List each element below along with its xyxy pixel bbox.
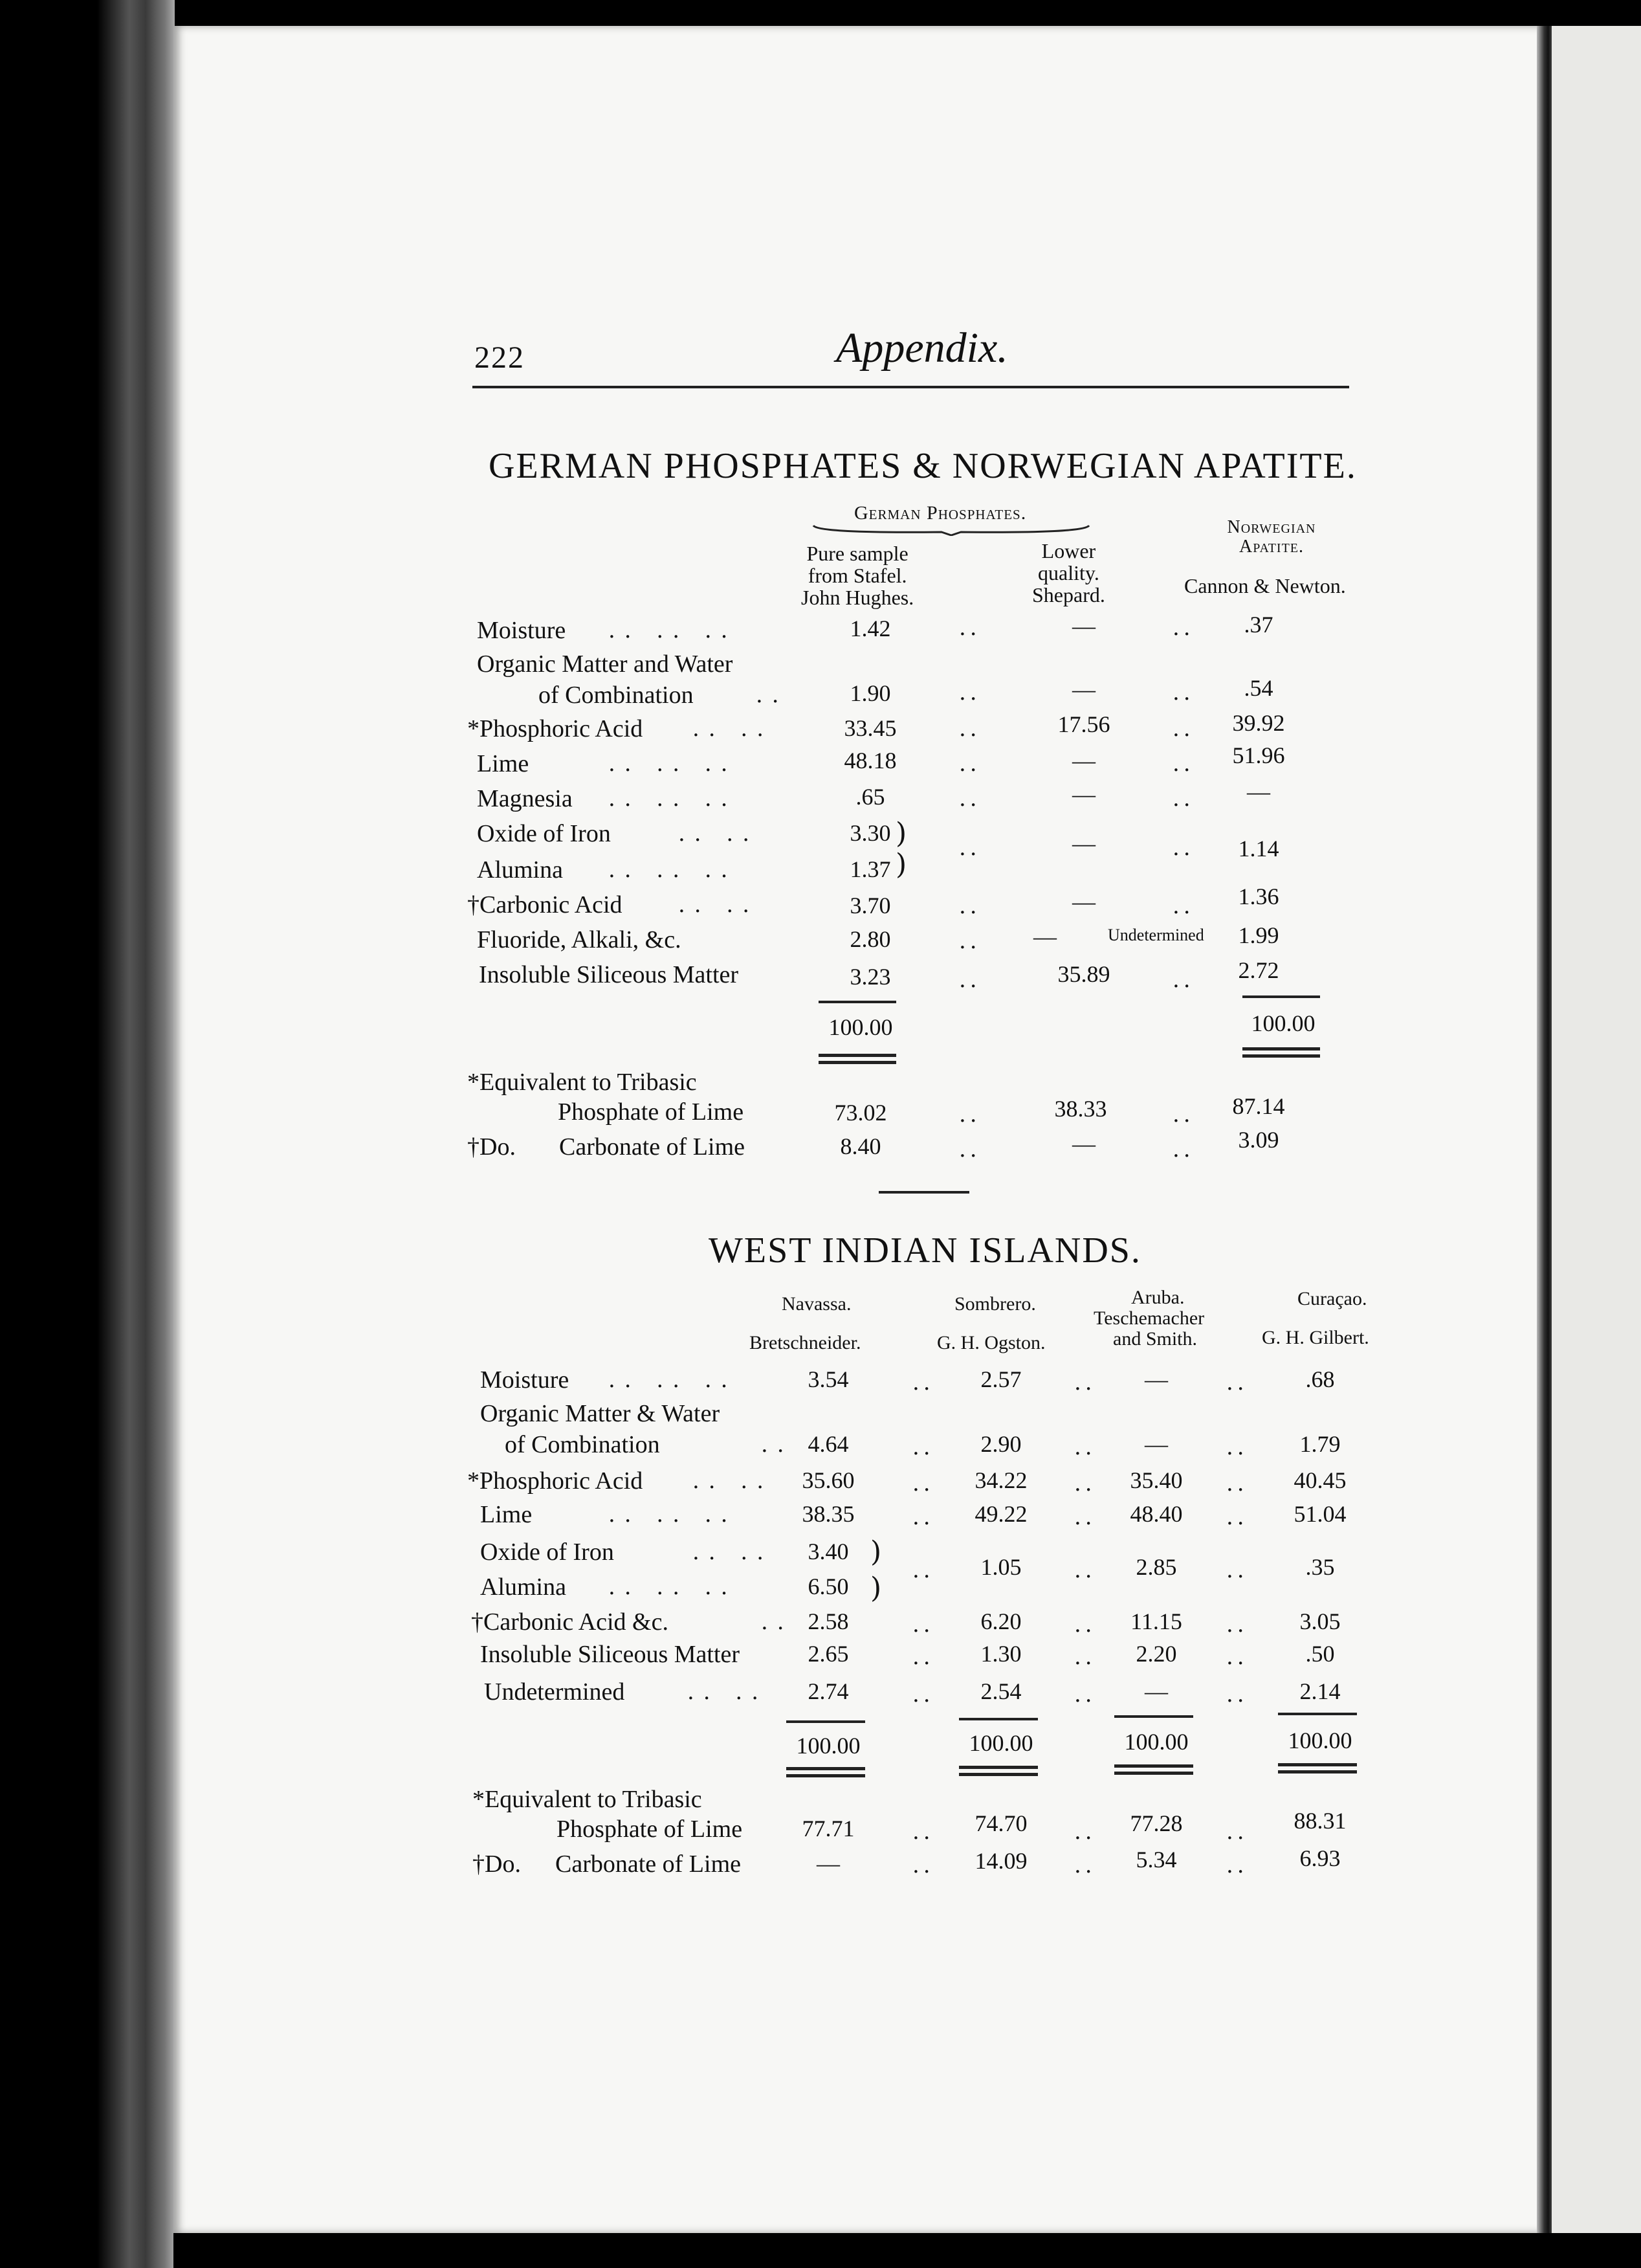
sum-rule <box>786 1720 865 1723</box>
wi-value: — <box>1145 1366 1168 1392</box>
do-label: †Do. <box>467 1133 516 1161</box>
bracket-mark: ) <box>870 1535 882 1568</box>
sep-dots: .. <box>959 928 981 954</box>
sep-dots: .. <box>1226 1682 1248 1707</box>
german-c1: .65 <box>855 784 885 810</box>
german-c3: 51.96 <box>1232 742 1285 768</box>
group-brace <box>812 524 1090 536</box>
wi-equiv-value: 74.70 <box>975 1810 1028 1836</box>
page-number: 222 <box>474 340 525 375</box>
row-label: Oxide of Iron <box>480 1539 614 1566</box>
sep-dots: .. <box>912 1612 934 1638</box>
wi-value: .68 <box>1305 1366 1335 1392</box>
row-label: Insoluble Siliceous Matter <box>480 1641 740 1668</box>
sombrero-analyst: G. H. Ogston. <box>937 1332 1046 1353</box>
sep-dots: .. <box>959 751 981 777</box>
col2-line1: Lower <box>1041 539 1096 562</box>
wi-value: 1.79 <box>1299 1431 1341 1457</box>
row-label-cont: of Combination <box>505 1431 660 1458</box>
sep-dots: .. <box>912 1471 934 1496</box>
col1-line2: from Stafel. <box>808 564 907 587</box>
wi-value: 38.35 <box>802 1501 855 1527</box>
sep-dots: .. <box>1173 1102 1195 1128</box>
wi-value: 2.58 <box>808 1608 849 1634</box>
sep-dots: .. <box>912 1852 934 1878</box>
sep-dots: .. <box>959 967 981 993</box>
wi-total: 100.00 <box>1288 1728 1352 1753</box>
sep-dots: .. <box>1173 1137 1195 1162</box>
sep-dots: .. <box>1074 1370 1096 1395</box>
german-c2: — <box>1072 830 1096 856</box>
equiv-label-cont: Phosphate of Lime <box>558 1098 744 1126</box>
sum-rule <box>959 1718 1038 1720</box>
sombrero-place: Sombrero. <box>954 1293 1036 1315</box>
wi-value: 2.57 <box>980 1366 1022 1392</box>
sep-dots: .. <box>1173 680 1195 706</box>
row-label: *Phosphoric Acid <box>467 715 643 742</box>
wi-value: 1.05 <box>980 1554 1022 1580</box>
wi-do-value: 14.09 <box>975 1848 1028 1874</box>
row-label: Organic Matter and Water <box>477 650 733 678</box>
sep-dots: .. <box>959 786 981 812</box>
curacao-place: Curaçao. <box>1297 1288 1367 1309</box>
col1-line1: Pure sample <box>806 542 909 565</box>
total-double-rule <box>1242 1047 1320 1058</box>
wi-value: 11.15 <box>1130 1608 1182 1634</box>
sep-dots: .. <box>1173 751 1195 777</box>
leader-dots: .. .. .. <box>608 1367 737 1393</box>
sep-dots: .. <box>959 1102 981 1128</box>
curacao-analyst: G. H. Gilbert. <box>1262 1327 1369 1348</box>
wi-value: 6.20 <box>980 1608 1022 1634</box>
leader-dots: .. .. <box>678 892 759 918</box>
col2-line3: Shepard. <box>1032 583 1105 606</box>
leader-dots: .. .. .. <box>608 751 737 777</box>
sep-dots: .. <box>912 1370 934 1395</box>
german-c2: 17.56 <box>1057 711 1110 737</box>
running-head: Appendix. <box>836 324 1008 372</box>
sep-dots: .. <box>959 835 981 861</box>
norwegian-label: Norwegian Apatite. <box>1227 517 1316 557</box>
wi-equiv-value: 77.28 <box>1130 1810 1183 1836</box>
row-label: †Carbonic Acid <box>467 891 622 918</box>
leader-dots: .. .. <box>692 1539 773 1565</box>
row-label: Lime <box>480 1501 533 1528</box>
row-label: *Phosphoric Acid <box>467 1467 643 1495</box>
facing-page-edge <box>1552 26 1641 2233</box>
german-equiv-c1: 73.02 <box>834 1100 887 1126</box>
sep-dots: .. <box>1226 1370 1248 1395</box>
sep-dots: .. <box>1074 1612 1096 1638</box>
west-indian-title: WEST INDIAN ISLANDS. <box>709 1230 1141 1271</box>
wi-value: .35 <box>1305 1554 1335 1580</box>
sep-dots: .. <box>912 1819 934 1845</box>
german-do-c3: 3.09 <box>1238 1127 1279 1153</box>
sep-dots: .. <box>959 615 981 641</box>
row-label: Fluoride, Alkali, &c. <box>477 926 681 953</box>
german-c2: — <box>1072 889 1096 915</box>
german-c1: 1.90 <box>850 680 891 706</box>
sum-rule <box>1278 1713 1357 1715</box>
german-c1: 3.70 <box>850 893 891 918</box>
german-c3: 1.36 <box>1238 884 1279 909</box>
bracket-mark: ) <box>870 1572 882 1605</box>
wi-value: — <box>1145 1431 1168 1457</box>
wi-value: 3.05 <box>1299 1608 1341 1634</box>
sep-dots: .. <box>1226 1557 1248 1583</box>
norwegian-group-label <box>1217 518 1327 557</box>
wi-do-value: 5.34 <box>1136 1847 1177 1873</box>
sep-dots: .. <box>912 1557 934 1583</box>
german-total-c1: 100.00 <box>828 1014 893 1040</box>
wi-total: 100.00 <box>969 1730 1033 1756</box>
row-label: †Carbonic Acid &c. <box>471 1608 668 1636</box>
german-group-label: German Phosphates. <box>854 502 1027 524</box>
german-c2: — <box>1072 676 1096 702</box>
wi-value: 51.04 <box>1294 1501 1347 1527</box>
do-label-cont: Carbonate of Lime <box>555 1851 742 1878</box>
row-label: Moisture <box>477 617 566 644</box>
scan-book-edge <box>0 0 175 2268</box>
german-total-c3: 100.00 <box>1251 1010 1316 1036</box>
sep-dots: .. <box>1074 1504 1096 1530</box>
wi-value: 2.14 <box>1299 1678 1341 1704</box>
sep-dots: .. <box>1226 1644 1248 1670</box>
sep-dots: .. <box>1226 1434 1248 1460</box>
equiv-label-cont: Phosphate of Lime <box>556 1816 743 1843</box>
sep-dots: .. <box>912 1504 934 1530</box>
german-c1: 33.45 <box>844 715 897 741</box>
leader-dots: .. <box>756 682 788 708</box>
equiv-label: *Equivalent to Tribasic <box>472 1786 702 1813</box>
wi-total: 100.00 <box>1124 1729 1189 1755</box>
wi-value: 3.40 <box>808 1539 849 1564</box>
german-c3: .37 <box>1244 612 1273 638</box>
col1-line3: John Hughes. <box>801 586 914 609</box>
wi-value: 34.22 <box>975 1467 1028 1493</box>
german-do-c1: 8.40 <box>840 1133 881 1159</box>
row-label: Oxide of Iron <box>477 820 611 847</box>
wi-value: 2.85 <box>1136 1554 1177 1580</box>
row-label: Lime <box>477 750 529 777</box>
leader-dots: .. .. .. <box>608 1502 737 1528</box>
sep-dots: .. <box>959 893 981 919</box>
sum-rule <box>1242 995 1320 998</box>
sep-dots: .. <box>1173 716 1195 742</box>
german-equiv-c2: 38.33 <box>1054 1096 1107 1122</box>
sep-dots: .. <box>1226 1504 1248 1530</box>
do-label: †Do. <box>472 1851 521 1878</box>
sep-dots: .. <box>1226 1852 1248 1878</box>
german-c3: 2.72 <box>1238 957 1279 983</box>
sep-dots: .. <box>1074 1644 1096 1670</box>
german-col1-header <box>801 542 914 608</box>
german-c2: — <box>1033 924 1057 950</box>
german-c1: 1.42 <box>850 616 891 641</box>
leader-dots: .. <box>761 1609 793 1635</box>
row-label: Alumina <box>477 856 563 884</box>
col2-line2: quality. <box>1038 561 1099 584</box>
german-c2: 35.89 <box>1057 961 1110 987</box>
leader-dots: .. .. .. <box>608 617 737 643</box>
leader-dots: .. .. <box>687 1679 768 1705</box>
scan-bottom-edge <box>173 2233 1641 2268</box>
wi-do-value: 6.93 <box>1299 1845 1341 1871</box>
sep-dots: .. <box>1074 1682 1096 1707</box>
german-c3: 1.99 <box>1238 922 1279 948</box>
total-double-rule <box>959 1766 1038 1776</box>
german-table-title: GERMAN PHOSPHATES & NORWEGIAN APATITE. <box>489 446 1357 486</box>
german-c1: 1.37 <box>850 856 891 882</box>
wi-value: 2.90 <box>980 1431 1022 1457</box>
leader-dots: .. .. <box>678 821 759 847</box>
sep-dots: .. <box>1074 1852 1096 1878</box>
sep-dots: .. <box>1173 967 1195 993</box>
german-c3: 39.92 <box>1232 710 1285 736</box>
sum-rule <box>819 1001 896 1003</box>
sep-dots: .. <box>1074 1557 1096 1583</box>
leader-dots: .. .. <box>692 716 773 742</box>
sep-dots: .. <box>1173 835 1195 861</box>
wi-value: 6.50 <box>808 1573 849 1599</box>
sum-rule <box>1114 1715 1193 1718</box>
german-equiv-c3: 87.14 <box>1232 1093 1285 1119</box>
wi-do-value: — <box>817 1851 840 1876</box>
wi-value: 2.74 <box>808 1678 849 1704</box>
navassa-place: Navassa. <box>782 1293 852 1315</box>
row-label: Moisture <box>480 1366 569 1394</box>
row-label: Undetermined <box>484 1678 625 1706</box>
wi-value: 49.22 <box>975 1501 1028 1527</box>
aruba-place: Aruba. <box>1131 1287 1185 1308</box>
german-c1: 48.18 <box>844 748 897 773</box>
wi-value: 35.40 <box>1130 1467 1183 1493</box>
leader-dots: .. <box>761 1432 793 1458</box>
sep-dots: .. <box>1173 786 1195 812</box>
sep-dots: .. <box>912 1434 934 1460</box>
wi-value: 1.30 <box>980 1641 1022 1667</box>
row-label: Insoluble Siliceous Matter <box>479 961 739 988</box>
row-label-cont: of Combination <box>538 682 694 709</box>
row-label: Magnesia <box>477 785 573 812</box>
wi-value: 2.20 <box>1136 1641 1177 1667</box>
german-do-c2: — <box>1072 1131 1096 1157</box>
german-c1: 3.30 <box>850 820 891 846</box>
german-col3-header: Cannon & Newton. <box>1184 574 1346 597</box>
wi-value: 2.54 <box>980 1678 1022 1704</box>
wi-value: 48.40 <box>1130 1501 1183 1527</box>
german-c3: .54 <box>1244 675 1273 701</box>
sep-dots: .. <box>1173 893 1195 919</box>
wi-equiv-value: 88.31 <box>1294 1808 1347 1834</box>
german-c1: 2.80 <box>850 926 891 952</box>
wi-equiv-value: 77.71 <box>802 1816 855 1841</box>
wi-value: 2.65 <box>808 1641 849 1667</box>
wi-value: .50 <box>1305 1641 1335 1667</box>
sep-dots: .. <box>1074 1819 1096 1845</box>
bracket-mark: ) <box>896 817 907 850</box>
navassa-analyst: Bretschneider. <box>749 1332 861 1353</box>
german-c2: — <box>1072 613 1096 639</box>
wi-value: — <box>1145 1678 1168 1704</box>
sep-dots: .. <box>912 1644 934 1670</box>
total-double-rule <box>786 1767 865 1777</box>
german-c3: — <box>1247 779 1270 805</box>
sep-dots: .. <box>1226 1471 1248 1496</box>
leader-dots: .. .. .. <box>608 786 737 812</box>
sep-dots: .. <box>1074 1471 1096 1496</box>
bracket-mark: ) <box>896 848 907 881</box>
german-c1: 3.23 <box>850 964 891 990</box>
sep-dots: .. <box>959 680 981 706</box>
header-rule <box>472 386 1349 388</box>
sep-dots: .. <box>1226 1819 1248 1845</box>
wi-value: 4.64 <box>808 1431 849 1457</box>
wi-total: 100.00 <box>796 1733 861 1759</box>
do-label-cont: Carbonate of Lime <box>559 1133 745 1161</box>
total-double-rule <box>819 1054 896 1064</box>
total-double-rule <box>1114 1764 1193 1775</box>
german-c2: — <box>1072 781 1096 807</box>
german-c3: 1.14 <box>1238 836 1279 862</box>
row-label: Organic Matter & Water <box>480 1400 720 1427</box>
total-double-rule <box>1278 1763 1357 1773</box>
section-divider <box>879 1191 969 1194</box>
sep-dots: .. <box>959 716 981 742</box>
leader-dots: .. .. .. <box>608 1574 737 1600</box>
wi-value: 40.45 <box>1294 1467 1347 1493</box>
german-col2-header <box>1032 540 1105 606</box>
aruba-analyst-1: Teschemacher <box>1094 1307 1205 1329</box>
aruba-analyst-2: and Smith. <box>1113 1328 1198 1350</box>
leader-dots: .. .. .. <box>608 857 737 883</box>
wi-value: 3.54 <box>808 1366 849 1392</box>
equiv-label: *Equivalent to Tribasic <box>467 1069 697 1096</box>
sep-dots: .. <box>1173 615 1195 641</box>
sep-dots: .. <box>1226 1612 1248 1638</box>
undetermined-note: Undetermined <box>1108 926 1204 944</box>
sep-dots: .. <box>912 1682 934 1707</box>
sep-dots: .. <box>1074 1434 1096 1460</box>
leader-dots: .. .. <box>692 1468 773 1494</box>
sep-dots: .. <box>959 1137 981 1162</box>
row-label: Alumina <box>480 1573 566 1601</box>
wi-value: 35.60 <box>802 1467 855 1493</box>
german-c2: — <box>1072 748 1096 773</box>
